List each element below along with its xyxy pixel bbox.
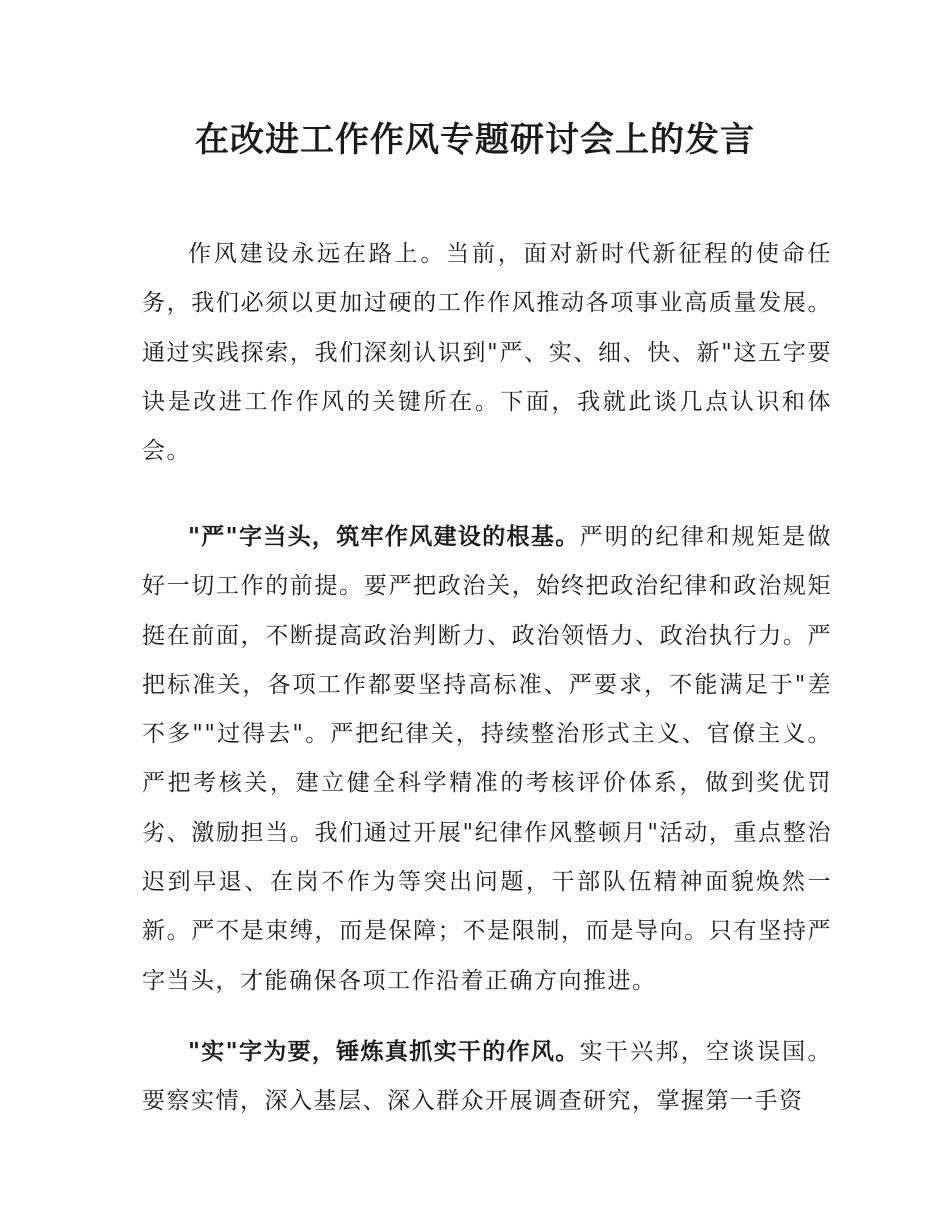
paragraph-practical-heading: "实"字为要，锤炼真抓实干的作风。 (188, 1039, 580, 1065)
paragraph-intro-text: 作风建设永远在路上。当前，面对新时代新征程的使命任务，我们必须以更加过硬的工作作风推动各项事业高质量发展。通过实践探索，我们深刻认识到"严、实、细、快、新"这五字要诀是改进工作作风的关键所在。下面，我就此谈几点认识和体会。 (142, 241, 832, 465)
document-title: 在改进工作作风专题研讨会上的发言 (195, 120, 755, 160)
paragraph-strict-text: 严明的纪律和规矩是做好一切工作的前提。要严把政治关，始终把政治纪律和政治规矩挺在前面，不断提高政治判断力、政治领悟力、政治执行力。严把标准关，各项工作都要坚持高标准、严要求，不能满足于"差不多""过得去"。严把纪律关，持续整治形式主义、官僚主义。严把考核关，建立健全科学精准的考核评价体系，做到奖优罚劣、激励担当。我们通过开展"纪律作风整顿月"活动，重点整治迟到早退、在岗不作为等突出问题，干部队伍精神面貌焕然一新。严不是束缚，而是保障；不是限制，而是导向。只有坚持严字当头，才能确保各项工作沿着正确方向推进。 (142, 524, 832, 994)
paragraph-strict (142, 513, 832, 1006)
paragraph-strict-heading: "严"字当头，筑牢作风建设的根基。 (188, 524, 580, 550)
paragraph-practical-text: 实干兴邦，空谈误国。要察实情，深入基层、深入群众开展调查研究，掌握第一手资 (142, 1039, 832, 1115)
paragraph-intro (142, 230, 832, 476)
paragraph-practical (142, 1028, 832, 1127)
